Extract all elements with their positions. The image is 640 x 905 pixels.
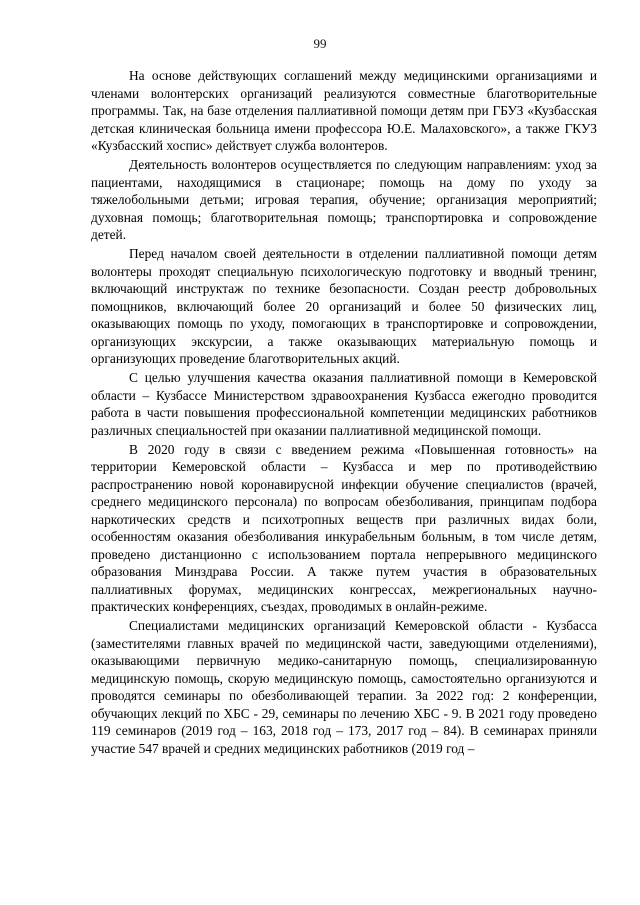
paragraph-quality-improvement: С целью улучшения качества оказания паллиативной помощи в Кемеровской области – Кузбассе Министерством здравоохранения Кузбасса ежегодно проводится работа в части повышения профессиональной компетенции медицинских работников различных специальностей при оказании паллиативной медицинской помощи.	[91, 370, 597, 438]
paragraph-volunteer-activities: Деятельность волонтеров осуществляется по следующим направлениям: уход за пациентами, находящимися в стационаре; помощь на дому по уходу за тяжелобольными детьми; игровая терапия, обучение; организация мероприятий; духовная помощь; благотворительная помощь; транспортировка и сопровождение детей.	[91, 157, 597, 242]
page-number: 99	[313, 36, 327, 51]
body-text	[91, 67, 597, 757]
paragraph-2020-training: В 2020 году в связи с введением режима «Повышенная готовность» на территории Кемеровской области – Кузбасса и мер по противодействию распространению новой коронавирусной инфекции обучение специалистов (врачей, среднего медицинского персонала) по вопросам обезболивания, принципам подбора наркотических средств и психотропных веществ при различных видах боли, особенностям оказания обезболивания инкурабельным больным, в том числе детям, проведено дистанционно с использованием портала непрерывного медицинского образования Минздрава России. А также путем участия в образовательных паллиативных форумах, медицинских конгрессах, межрегиональных научно-практических конференциях, съездах, проводимых в онлайн-режиме.	[91, 441, 597, 614]
paragraph-volunteer-agreements: На основе действующих соглашений между медицинскими организациями и членами волонтерских организаций реализуются совместные благотворительные программы. Так, на базе отделения паллиативной помощи детям при ГБУЗ «Кузбасская детская клиническая больница имени профессора Ю.Е. Малаховского», а также ГКУЗ «Кузбасский хоспис» действует служба волонтеров.	[91, 68, 597, 153]
paragraph-volunteer-training: Перед началом своей деятельности в отделении паллиативной помощи детям волонтеры проходят специальную психологическую подготовку и вводный тренинг, включающий инструктаж по технике безопасности. Создан реестр добровольных помощников, включающий более 20 организаций и более 50 физических лиц, оказывающих помощь по уходу, помогающих в транспортировке и сопровождении, организующих экскурсии, а также оказывающих материальную помощь и организующих проведение благотворительных акций.	[91, 246, 597, 366]
paragraph-seminars: Специалистами медицинских организаций Кемеровской области - Кузбасса (заместителями главных врачей по медицинской части, заведующими отделениями), оказывающими первичную медико-санитарную помощь, специализированную медицинскую помощь, скорую медицинскую помощь, самостоятельно организуются и проводятся семинары по обезболивающей терапии. За 2022 год: 2 конференции, обучающих лекций по ХБС - 29, семинары по лечению ХБС - 9. В 2021 году проведено 119 семинаров (2019 год – 163, 2018 год – 173, 2017 год – 84). В семинарах приняли участие 547 врачей и средних медицинских работников (2019 год –	[91, 618, 597, 756]
